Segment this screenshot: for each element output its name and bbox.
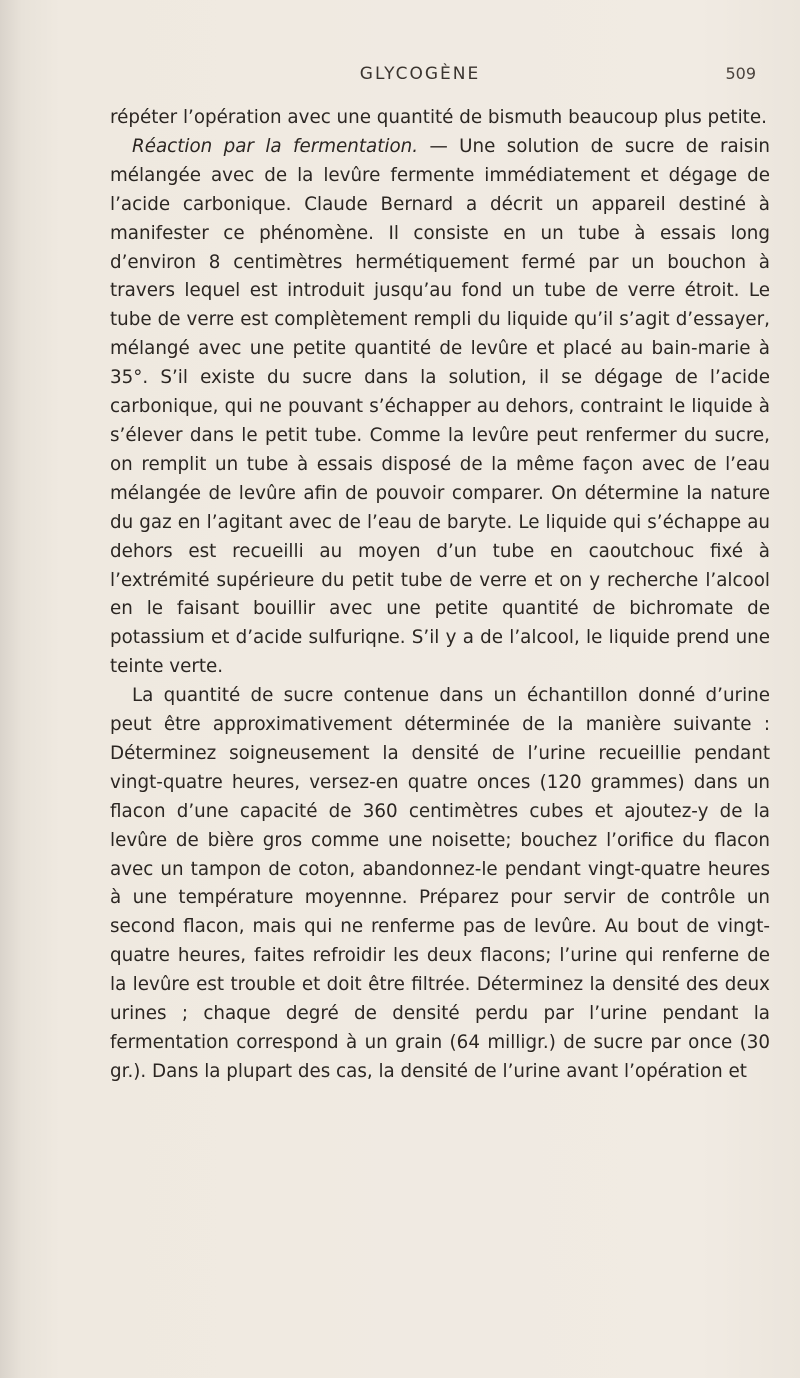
paragraph-fermentation: [110, 133, 770, 682]
running-title: GLYCOGÈNE: [359, 64, 481, 84]
body-text: [110, 104, 770, 1087]
paragraph-text: La quantité de sucre contenue dans un échantillon donné d’urine peut être approximativement déterminée de la manière suivante : Déterminez soigneusement la densité de l’urine recueillie pendant vingt-quatre heures, versez-en quatre onces (120 grammes) dans un flacon d’une capacité de 360 centimètres cubes et ajoutez-y de la levûre de bière gros comme une noisette; bouchez l’orifice du flacon avec un tampon de coton, abandonnez-le pendant vingt-quatre heures à une température moyennne. Préparez pour servir de contrôle un second flacon, mais qui ne renferme pas de levûre. Au bout de vingt-quatre heures, faites refroidir les deux flacons; l’urine qui renferne de la levûre est trouble et doit être filtrée. Déterminez la densité des deux urines ; chaque degré de densité perdu par l’urine pendant la fermentation correspond à un grain (64 milligr.) de sucre par once (30 gr.). Dans la plupart des cas, la densité de l’urine avant l’opération et: [110, 685, 770, 1082]
section-heading: Réaction par la fermentation.: [132, 135, 419, 157]
paragraph-quantity: [110, 682, 770, 1087]
page-number: 509: [725, 64, 756, 83]
paragraph-text: répéter l’opération avec une quantité de bismuth beaucoup plus petite.: [110, 107, 767, 128]
page-header: [70, 64, 770, 94]
paragraph-continuation: [110, 104, 770, 133]
paragraph-text: — Une solution de sucre de raisin mélangée avec de la levûre fermente immédiatement et dégage de l’acide carbonique. Claude Bernard a décrit un appareil destiné à manifester ce phénomène. Il consiste en un tube à essais long d’environ 8 centimètres hermétiquement fermé par un bouchon à travers lequel est introduit jusqu’au fond un tube de verre étroit. Le tube de verre est complètement rempli du liquide qu’il s’agit d’essayer, mélangé avec une petite quantité de levûre et placé au bain-marie à 35°. S’il existe du sucre dans la solution, il se dégage de l’acide carbonique, qui ne pouvant s’échapper au dehors, contraint le liquide à s’élever dans le petit tube. Comme la levûre peut renfermer du sucre, on remplit un tube à essais disposé de la même façon avec de l’eau mélangée de levûre afin de pouvoir comparer. On détermine la nature du gaz en l’agitant avec de l’eau de baryte. Le liquide qui s’échappe au dehors est recueilli au moyen d’un tube en caoutchouc fixé à l’extrémité supérieure du petit tube de verre et on y recherche l’alcool en le faisant bouillir avec une petite quantité de bichromate de potassium et d’acide sulfuriqne. S’il y a de l’alcool, le liquide prend une teinte verte.: [110, 135, 770, 678]
